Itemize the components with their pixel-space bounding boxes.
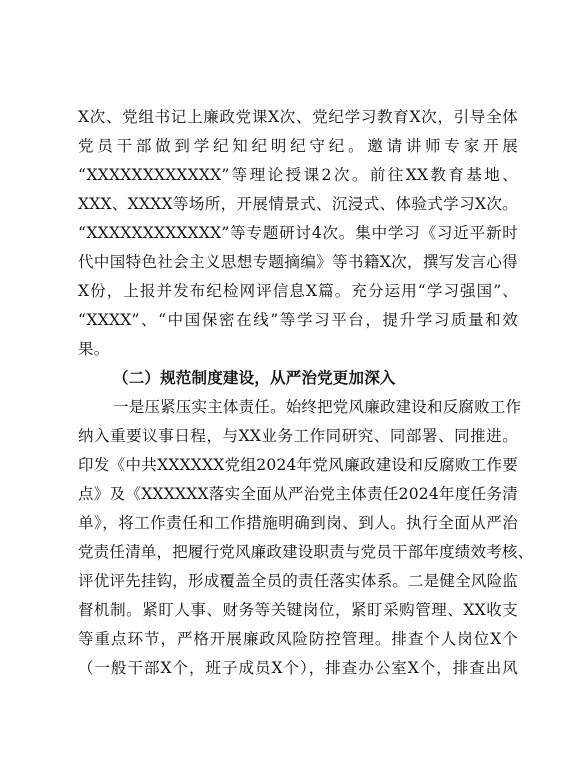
body-text-line: 党责任清单，把履行党风廉政建设职责与党员干部年度绩效考核、 bbox=[78, 543, 534, 561]
body-text-line: 果。 bbox=[78, 340, 110, 358]
body-text-line: “XXXXXXXXXXXX”等理论授课2次。前往XX教育基地、 bbox=[78, 166, 518, 184]
body-text-line: （一般干部X个，班子成员X个），排查办公室X个，排查出风 bbox=[78, 659, 518, 677]
body-text-line: X次、党组书记上廉政党课X次、党纪学习教育X次，引导全体 bbox=[78, 108, 518, 126]
section-heading: （二）规范制度建设，从严治党更加深入 bbox=[113, 368, 396, 387]
body-text-line: “XXXX”、“中国保密在线”等学习平台，提升学习质量和效 bbox=[78, 311, 518, 329]
body-text-line: 等重点环节，严格开展廉政风险防控管理。排查个人岗位X个 bbox=[78, 630, 518, 648]
body-text-line: XXX、XXXX等场所，开展情景式、沉浸式、体验式学习X次。 bbox=[78, 195, 518, 213]
body-text-line: X份，上报并发布纪检网评信息X篇。充分运用“学习强国”、 bbox=[78, 282, 518, 300]
body-text-line: 代中国特色社会主义思想专题摘编》等书籍X次，撰写发言心得 bbox=[78, 253, 518, 271]
body-text-line: 评优评先挂钩，形成覆盖全员的责任落实体系。二是健全风险监 bbox=[78, 572, 518, 590]
body-text-line: 印发《中共XXXXXX党组2024年党风廉政建设和反腐败工作要 bbox=[78, 456, 518, 474]
paragraph-first-line: 一是压紧压实主体责任。始终把党风廉政建设和反腐败工作 bbox=[113, 398, 522, 416]
body-text-line: 党员干部做到学纪知纪明纪守纪。邀请讲师专家开展 bbox=[78, 137, 518, 155]
body-text-line: 督机制。紧盯人事、财务等关键岗位，紧盯采购管理、XX收支 bbox=[78, 601, 518, 619]
body-text-line: 纳入重要议事日程，与XX业务工作同研究、同部署、同推进。 bbox=[78, 427, 518, 445]
body-text-line: 单》，将工作责任和工作措施明确到岗、到人。执行全面从严治 bbox=[78, 514, 518, 532]
body-text-line: “XXXXXXXXXXXX”等专题研讨4次。集中学习《习近平新时 bbox=[78, 224, 518, 242]
body-text-line: 点》及《XXXXXX落实全面从严治党主体责任2024年度任务清 bbox=[78, 485, 518, 503]
